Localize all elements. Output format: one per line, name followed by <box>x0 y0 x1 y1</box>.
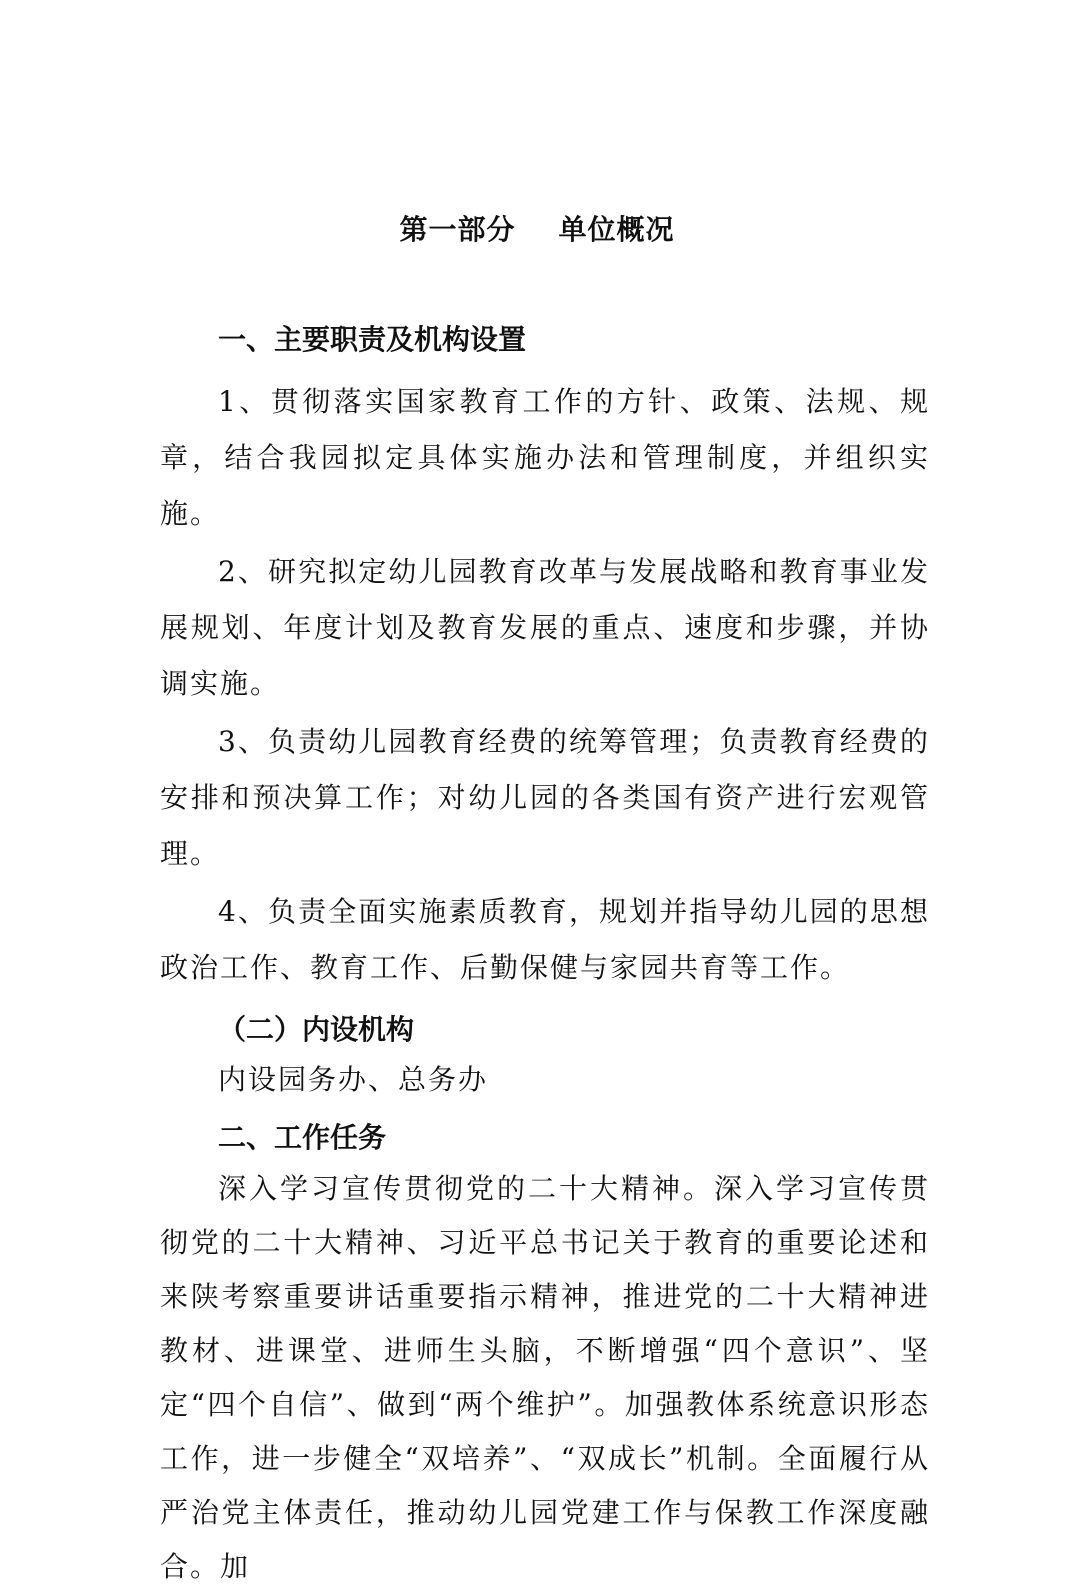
duty-item-1: 1、贯彻落实国家教育工作的方针、政策、法规、规章，结合我园拟定具体实施办法和管理制度，并组织实施。 <box>160 385 930 530</box>
tasks-paragraph: 深入学习宣传贯彻党的二十大精神。深入学习宣传贯彻党的二十大精神、习近平总书记关于教育的重要论述和来陕考察重要讲话重要指示精神，推进党的二十大精神进教材、进课堂、进师生头脑，不断增强“四个意识”、坚定“四个自信”、做到“两个维护”。加强教体系统意识形态工作，进一步健全“双培养”、“双成长”机制。全面履行从严治党主体责任，推动幼儿园党建工作与保教工作深度融合。加 <box>160 1172 930 1583</box>
duty-item-4: 4、负责全面实施素质教育，规划并指导幼儿园的思想政治工作、教育工作、后勤保健与家园共育等工作。 <box>160 895 930 984</box>
subsection-heading-internal-org: （二）内设机构 <box>218 1013 415 1046</box>
section-heading-tasks: 二、工作任务 <box>218 1121 387 1154</box>
document-body <box>160 318 930 1594</box>
page-title: 第一部分 单位概况 <box>399 213 675 246</box>
duty-item-2: 2、研究拟定幼儿园教育改革与发展战略和教育事业发展规划、年度计划及教育发展的重点、速度和步骤，并协调实施。 <box>160 555 930 700</box>
duty-item-3: 3、负责幼儿园教育经费的统筹管理；负责教育经费的安排和预决算工作；对幼儿园的各类国有资产进行宏观管理。 <box>160 725 930 870</box>
internal-org-text: 内设园务办、总务办 <box>218 1063 489 1096</box>
section-heading-duties: 一、主要职责及机构设置 <box>218 323 527 356</box>
